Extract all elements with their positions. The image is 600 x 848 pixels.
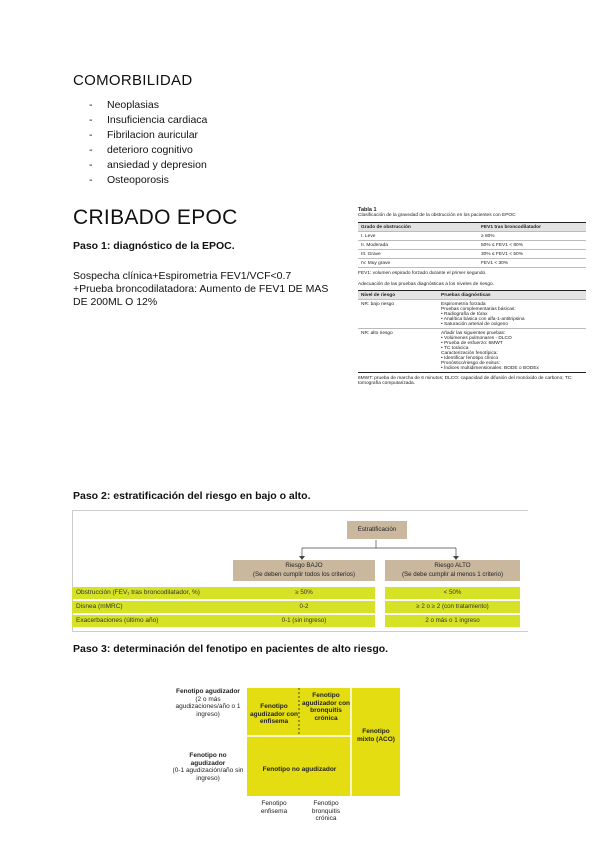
fenotipo-agudizador-label: Fenotipo agudizador (2 o más agudizaciones/año o 1 ingreso) (175, 688, 241, 718)
paso1-title: Paso 1: diagnóstico de la EPOC. (73, 240, 235, 252)
riesgo-alto-box: Riesgo ALTO (Se debe cumplir al menos 1 criterio) (385, 560, 520, 581)
bajo-obstruccion: ≥ 50% (233, 587, 375, 599)
riesgo-bajo-box: Riesgo BAJO (Se deben cumplir todos los criterios) (233, 560, 375, 581)
fenotipo-no-agudizador-label: Fenotipo no agudizador (0-1 agudización/año sin ingreso) (172, 752, 244, 782)
cribado-title: CRIBADO EPOC (73, 206, 238, 229)
criterio-exacerbaciones: Exacerbaciones (último año) (72, 615, 234, 627)
list-item: - Neoplasias (89, 99, 159, 111)
estratificacion-box: Estratificación (347, 521, 407, 539)
criterio-obstruccion: Obstrucción (FEV₁ tras broncodilatador, %) (72, 587, 234, 599)
table-header: Nivel de riesgo Pruebas diagnósticas (358, 291, 586, 300)
alto-exacerbaciones: 2 o más o 1 ingreso (385, 615, 520, 627)
alto-disnea: ≥ 2 o ≥ 2 (con tratamiento) (385, 601, 520, 613)
cell-no-agudizador: Fenotipo no agudizador (262, 766, 337, 773)
table-row: III. Grave 30% ≤ FEV1 < 50% (358, 250, 586, 259)
table-row: NR: alto riesgo Añadir las siguientes pruebas: • Volúmenes pulmonares - DLCO • Prueba de esfuerzo: 6MWT • TC torácica Caracterización fenotípica: • Identificar fenotipo clínico Pronóstico/riesgo de exitus: • Índices multidimensionales: BODE o BODEx (358, 329, 586, 373)
table-caption: Clasificación de la gravedad de la obstrucción en los pacientes con EPOC (358, 213, 516, 218)
fenotipo-enfisema-label: Fenotipo enfisema (260, 800, 288, 815)
table-title: Tabla 1 (358, 207, 377, 213)
cell-agudizador-bronquitis: Fenotipo agudizador con bronquitis crónica (301, 692, 351, 722)
list-item: - Osteoporosis (89, 174, 169, 186)
comorbilidad-list (89, 98, 207, 188)
table-header: Grado de obstrucción FEV1 tras broncodilatador (358, 223, 586, 232)
table-row: I. Leve ≥ 80% (358, 232, 586, 241)
bajo-disnea: 0-2 (233, 601, 375, 613)
table-row: II. Moderada 50% ≤ FEV1 < 80% (358, 241, 586, 250)
list-item: - Insuficiencia cardiaca (89, 114, 208, 126)
criterio-disnea: Disnea (mMRC) (72, 601, 234, 613)
list-item: - ansiedad y depresion (89, 159, 207, 171)
tabla-1 (358, 207, 586, 386)
table-note: 6MWT: prueba de marcha de 6 minutos; DLCO: capacidad de difusión del monóxido de carbono; TC: tomografía computarizada. (358, 376, 573, 386)
table-footnote: FEV1: volumen espirado forzado durante el primer segundo. (358, 271, 487, 276)
table-row: NR: bajo riesgo Espirometría forzada Pruebas complementarias básicas: • Radiografía de tórax • Analítica básica con alfa-1-antitripsina • Saturación arterial de oxígeno (358, 300, 586, 329)
paso3-title: Paso 3: determinación del fenotipo en pacientes de alto riesgo. (73, 643, 389, 655)
paso1-text: Sospecha clínica+Espirometria FEV1/VCF<0.7 +Prueba broncodilatadora: Aumento de FEV1 DE MAS DE 200ML O 12% (73, 270, 329, 308)
alto-obstruccion: < 50% (385, 587, 520, 599)
list-item: - deterioro cognitivo (89, 144, 193, 156)
fenotipo-bronquitis-label: Fenotipo bronquitis crónica (311, 800, 341, 822)
bajo-exacerbaciones: 0-1 (sin ingreso) (233, 615, 375, 627)
list-item: - Fibrilacion auricular (89, 129, 199, 141)
cell-agudizador-enfisema: Fenotipo agudizador con enfisema (249, 703, 299, 725)
cell-fenotipo-mixto: Fenotipo mixto (ACO) (357, 728, 395, 743)
table-row: IV. Muy grave FEV1 < 30% (358, 259, 586, 268)
comorbilidad-title: COMORBILIDAD (73, 72, 193, 89)
paso2-title: Paso 2: estratificación del riesgo en bajo o alto. (73, 490, 311, 502)
table-subtitle: Adecuación de las pruebas diagnósticas a los niveles de riesgo. (358, 282, 494, 287)
